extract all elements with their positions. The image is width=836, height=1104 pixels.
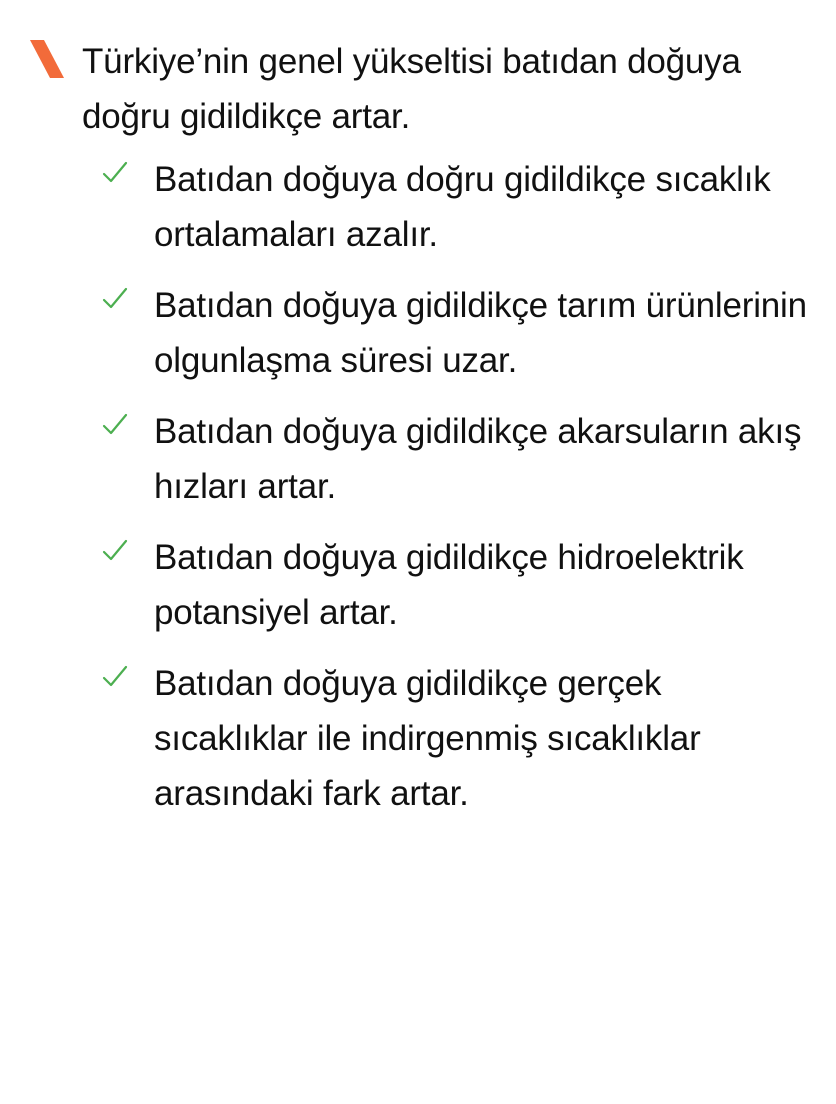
list-item xyxy=(102,152,822,262)
list-item xyxy=(102,278,822,388)
bullet-text: Batıdan doğuya doğru gidildikçe sıcaklık ortalamaları azalır. xyxy=(154,160,771,254)
checkmark-icon xyxy=(102,412,128,438)
bullet-text: Batıdan doğuya gidildikçe tarım ürünlerinin olgunlaşma süresi uzar. xyxy=(154,286,807,380)
list-item xyxy=(102,656,822,821)
slash-marker-icon xyxy=(30,40,64,78)
checkmark-icon xyxy=(102,286,128,312)
heading-block xyxy=(30,34,820,144)
checkmark-icon xyxy=(102,538,128,564)
bullet-text: Batıdan doğuya gidildikçe akarsuların akış hızları artar. xyxy=(154,412,802,506)
list-item xyxy=(102,530,822,640)
checkmark-icon xyxy=(102,160,128,186)
bullet-list xyxy=(102,152,822,837)
bullet-text: Batıdan doğuya gidildikçe gerçek sıcaklıklar ile indirgenmiş sıcaklıklar arasındaki fark artar. xyxy=(154,664,701,813)
list-item xyxy=(102,404,822,514)
bullet-text: Batıdan doğuya gidildikçe hidroelektrik potansiyel artar. xyxy=(154,538,744,632)
heading-text: Türkiye’nin genel yükseltisi batıdan doğuya doğru gidildikçe artar. xyxy=(82,42,741,136)
checkmark-icon xyxy=(102,664,128,690)
